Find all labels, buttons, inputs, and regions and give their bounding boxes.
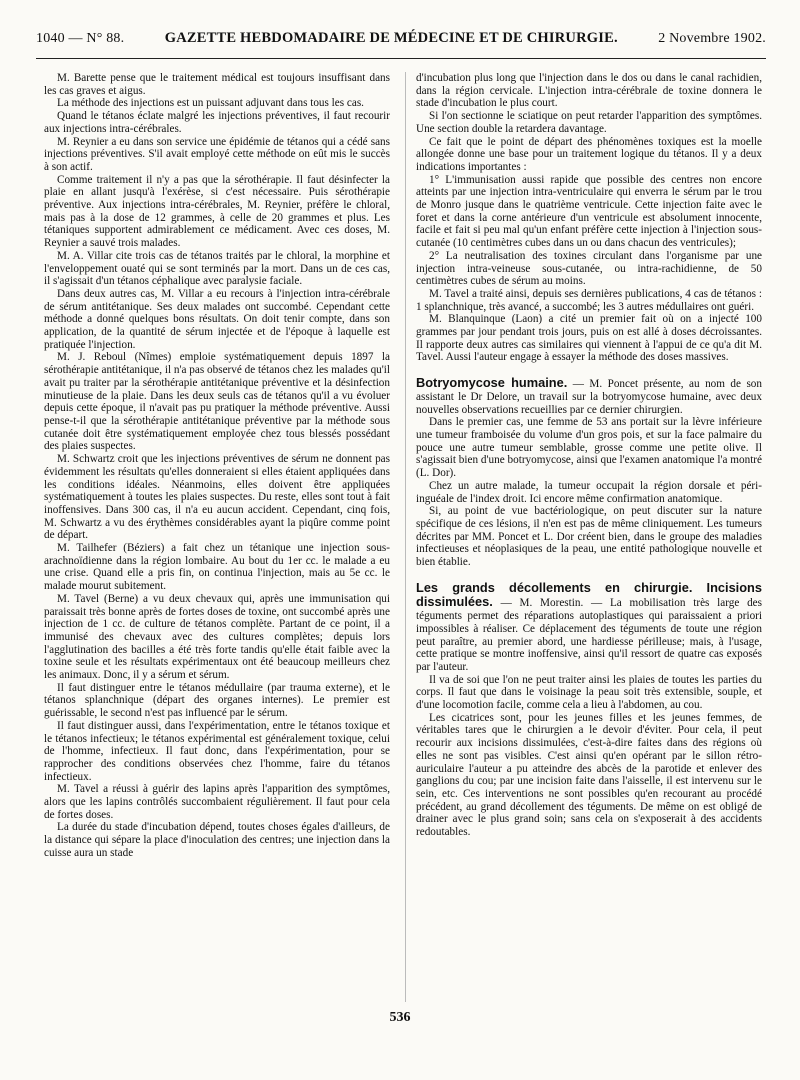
page-number: 536 [389, 1010, 411, 1025]
section-lead: — M. Morestin. — La mobilisation très large des téguments permet des réparations autoplastiques qui paraissaient a priori impossibles à réaliser. Ce déplacement des téguments de toute une région peut paraître, au premier abord, une hardiesse périlleuse; mais, à l'usage, cette pratique se montre inoffensive, ainsi qu'il ressort de quatre cas exposés par l'auteur. [416, 597, 762, 673]
paragraph: M. Barette pense que le traitement médical est toujours insuffisant dans les cas graves et aigus. [44, 72, 390, 97]
paragraph: M. A. Villar cite trois cas de tétanos traités par le chloral, la morphine et l'enveloppement ouaté qui se sont terminés par la mort. Dans un de ces cas, il s'agissait d'un tétanos céphalique avec paralysie faciale. [44, 249, 390, 288]
paragraph: La méthode des injections est un puissant adjuvant dans tous les cas. [57, 97, 364, 110]
paragraph: M. Schwartz croit que les injections préventives de sérum ne donnent pas évidemment les résultats qu'elles donneraient si elles étaient appliquées dans les conditions idéales. Néanmoins, elles doivent être appliquées systématiquement à toutes les plaies suspectes. Du reste, elles sont tout à fait inoffensives. Dans 300 cas, il n'a eu aucun accident. Cependant, cinq fois, M. Schwartz a vu des érythèmes considérables ayant la piqûre comme point de départ. [44, 453, 390, 542]
paragraph: Les cicatrices sont, pour les jeunes filles et les jeunes femmes, de véritables tares que le chirurgien a le devoir d'éviter. Pour cela, il peut recourir aux incisions dissimulées, c'est-à-dire faites dans des régions où elles ne sont pas visibles. C'est ainsi qu'en opérant par le sillon rétro-auriculaire l'auteur a pu atteindre des abcès de la parotide et enlever des ganglions du cou; par une incision faite dans l'aisselle, il est intervenu sur le sein, etc. Ces interventions ne sont possibles qu'en recourant au procédé précédent, au grand décollement des téguments. De même on est obligé de drainer avec le plus grand soin; sans cela on s'exposerait à des accidents redoutables. [416, 711, 762, 839]
section-botryomycose [416, 376, 762, 416]
paragraph: Dans deux autres cas, M. Villar a eu recours à l'injection intra-cérébrale de sérum antitétanique. Ses deux malades ont succombé. Cependant cette méthode a donné quelques bons résultats. On doit tenir compte, dans son application, de la quantité de sérum injectée et de l'époque à laquelle est pratiquée l'injection. [44, 287, 390, 351]
paragraph: 2° La neutralisation des toxines circulant dans l'organisme par une injection intra-veineuse sous-cutanée, ou intra-rachidienne, de 50 centimètres cubes de sérum au moins. [416, 249, 762, 288]
paragraph: M. Blanquinque (Laon) a cité un premier fait où on a injecté 100 grammes par jour pendant trois jours, puis on est allé à doses décroissantes. Il rapporte deux autres cas similaires qui viennent à l'appui de ce qu'a dit M. Tavel. Aussi l'auteur engage à essayer la méthode des doses massives. [416, 313, 762, 364]
column-divider [405, 72, 406, 1002]
paragraph: M. Tavel a réussi à guérir des lapins après l'apparition des symptômes, alors que les lapins contrôlés succombaient régulièrement. Il faut pour cela de fortes doses. [44, 783, 390, 821]
section-lead: — M. Poncet présente, au nom de son assistant le Dr Delore, un travail sur la botryomycose humaine, avec deux nouvelles observations recueillies par ce dernier chirurgien. [416, 378, 762, 416]
paragraph: d'incubation plus long que l'injection dans le dos ou dans le canal rachidien, dans la région cervicale. L'injection intra-cérébrale de toxine donnera le stade d'incubation le plus court. [416, 72, 762, 110]
journal-title: GAZETTE HEBDOMADAIRE DE MÉDECINE ET DE CHIRURGIE. [164, 30, 618, 46]
paragraph: 1° L'immunisation aussi rapide que possible des centres non encore atteints par une injection intra-ventriculaire qui enverra le sérum par le trou de Monro jusque dans le quatrième ventricule. Cette injection faite avec le foret et dans la corne antérieure d'un ventricule est absolument innocente, facile et fait si peu mal qu'un enfant préfère cette injection à l'injection sous-cutanée (10 centimètres cubes dans un ou dans chacun des ventricules); [416, 173, 762, 250]
paragraph: Il va de soi que l'on ne peut traiter ainsi les plaies de toutes les parties du corps. Il faut que dans le voisinage la peau soit très extensible, souple, et d'une locomotion facile, comme cela a lieu à l'abdomen, au cou. [416, 673, 762, 712]
paragraph: M. Tailhefer (Béziers) a fait chez un tétanique une injection sous-arachnoïdienne dans la région lombaire. Au bout du 1er cc. le malade a eu une crise. Quand elle a pris fin, on continua l'injection, mais au 5e cc. le malade mourut subitement. [44, 542, 390, 593]
section-title: Les grands décollements en chirurgie. Incisions dissimulées. [416, 579, 762, 610]
left-column [44, 72, 390, 1002]
issue-date: 2 Novembre 1902. [658, 31, 766, 46]
paragraph: Ce fait que le point de départ des phénomènes toxiques est la moelle allongée donne une base pour un traitement logique du tétanos. Il y a deux indications importantes : [416, 135, 762, 173]
paragraph: Chez un autre malade, la tumeur occupait la région dorsale et péri-inguéale de l'index droit. Ici encore même confirmation anatomique. [416, 479, 762, 505]
paragraph: M. Tavel (Berne) a vu deux chevaux qui, après une immunisation qui paraissait très bonne après de fortes doses de toxine, ont succombé après une injection de 1 cc. de culture de tétanos complète. Partant de ce point, il a immunisé des chevaux avec des cultures complètes; depuis lors l'agglutination des bacilles a été très forte tandis qu'elle était faible avec la toxine seule et les résultats expérimentaux ont été beaucoup meilleurs chez les animaux. Donc, il y a sérum et sérum. [44, 592, 390, 682]
page-reference: 1040 — N° 88. [36, 31, 125, 46]
paragraph: Quand le tétanos éclate malgré les injections préventives, il faut recourir aux injections intra-cérébrales. [44, 110, 390, 135]
paragraph: M. Tavel a traité ainsi, depuis ses dernières publications, 4 cas de tétanos : 1 splanchnique, très avancé, a succombé; les 3 autres médullaires ont guéri. [416, 287, 762, 313]
paragraph: La durée du stade d'incubation dépend, toutes choses égales d'ailleurs, de la distance qui sépare la place d'inoculation des centres; une injection dans la cuisse aura un stade [44, 821, 390, 859]
paragraph: Il faut distinguer aussi, dans l'expérimentation, entre le tétanos toxique et le tétanos infectieux; le tétanos expérimental est généralement toxique, celui de l'homme, infectieux. Il faut donc, dans l'expérimentation, pour se rapprocher des conditions observées chez l'homme, faire du tétanos infectieux. [44, 719, 390, 783]
paragraph: M. J. Reboul (Nîmes) emploie systématiquement depuis 1897 la sérothérapie antitétanique, il n'a pas observé de tétanos chez les malades qu'il avait pu traiter par la sérothérapie antitétanique préventive et la désinfection minutieuse de la plaie. Dans les deux seuls cas de tétanos qu'il a vu évoluer depuis cette époque, il n'avait pas pu pratiquer la méthode préventive. Aussi pense-t-il que la sérothérapie antitétanique préventive par la méthode sous cutanée doit être systématiquement employée chez tous blessés possédant des plaies suspectes. [44, 351, 390, 453]
section-decollements [416, 581, 762, 674]
section-title: Botryomycose humaine. [416, 375, 568, 391]
right-column [416, 72, 762, 1002]
paragraph: Dans le premier cas, une femme de 53 ans portait sur la lèvre inférieure une tumeur framboisée du volume d'un gros pois, et sur la face palmaire du pouce une autre tumeur semblable, grosse comme une petite olive. Il s'agissait bien d'une botryomycose, ainsi que l'examen anatomique l'a montré (L. Dor). [416, 416, 762, 480]
paragraph: Il faut distinguer entre le tétanos médullaire (par trauma externe), et le tétanos splanchnique (départ des organes internes). Le premier est guérissable, le second n'est pas influencé par le sérum. [44, 681, 390, 720]
paragraph: Si, au point de vue bactériologique, on peut discuter sur la nature spécifique de ces lésions, il n'en est pas de même cliniquement. Les tumeurs décrites par MM. Poncet et L. Dor créent bien, dans le groupe des maladies infectieuses et néoplasiques de la peau, une entité pathologique nouvelle et bien établie. [416, 505, 762, 569]
paragraph: M. Reynier a eu dans son service une épidémie de tétanos qui a cédé sans injections préventives. S'il avait employé cette méthode on eût mis le succès à son actif. [44, 135, 390, 173]
paragraph: Si l'on sectionne le sciatique on peut retarder l'apparition des symptômes. Une section double la retardera davantage. [416, 110, 762, 135]
page-header [36, 30, 766, 56]
paragraph: Comme traitement il n'y a pas que la sérothérapie. Il faut désinfecter la plaie en allant jusqu'à l'exérèse, si c'est nécessaire. Puis sérothérapie préventive. Aux injections intra-cérébrales, M. Reynier, préfère le chloral, mais pas à la dose de 12 grammes, à celle de 20 grammes et plus. Les tétaniques supportent admirablement ce médicament. Avec ces doses, M. Reynier a sauvé trois malades. [44, 173, 390, 250]
header-rule [36, 58, 766, 59]
